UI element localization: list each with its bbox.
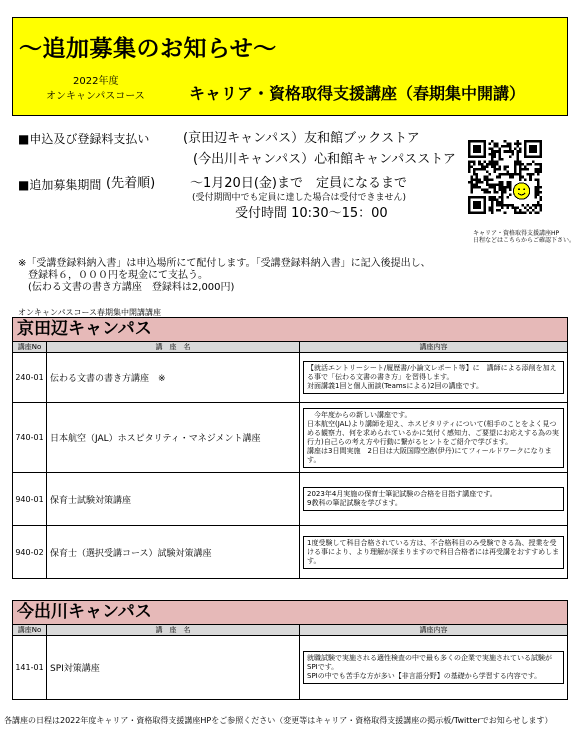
header-banner: [12, 17, 568, 116]
campus-header-imadegawa: 今出川キャンパス: [12, 600, 568, 625]
table-header-row: [13, 342, 568, 353]
campus-header-kyotanabe: 京田辺キャンパス: [12, 317, 568, 342]
table-row: [13, 473, 568, 526]
course-name: 伝わる文書の書き方講座 ※: [47, 353, 300, 403]
table-row: [13, 403, 568, 473]
note-line-2: 登録料６，０００円を現金にて支払う。: [18, 270, 208, 281]
qr-caption-2: 日程などはこちらからご確認下さい。: [473, 237, 576, 244]
course-name: 日本航空（JAL）ホスピタリティ・マネジメント講座: [47, 403, 300, 473]
period-label: ■追加募集期間: [18, 178, 102, 192]
table-row: [13, 526, 568, 579]
course-desc: 今年度からの新しい講座です。 日本航空(JAL)より講師を迎え、ホスピタリティについて(相手のことをよく見つめる観察力、何を求められているかに気付く感知力、ご要望にお応えする為の実行力)自己らの考え方や行動に繋がるヒントをご紹介で学びます。 講座は3日間実施 2日目は大阪国際空港(伊丹)にてフィールドワークになります。: [303, 408, 564, 468]
section-label: オンキャンパスコース春期集中開講講座: [18, 308, 162, 317]
course-desc: 就職試験で実施される適性検査の中で最も多くの企業で実施されている試験がSPIです。 SPIの中でも苦手な方が多い【非言語分野】の基礎から学習する内容です。: [303, 651, 564, 684]
col-header-no: 講座No: [13, 342, 47, 353]
course-table-imadegawa: [12, 624, 568, 700]
note-line-1: ※「受講登録料納入書」は申込場所にて配付します。「受講登録料納入書」に記入後提出し、: [18, 258, 431, 269]
year-label: 2022年度: [73, 76, 119, 87]
course-no: 141-01: [13, 636, 47, 700]
col-header-name: 講 座 名: [47, 342, 300, 353]
col-header-content: 講座内容: [300, 625, 568, 636]
period-value: 〜1月20日(金)まで 定員になるまで: [190, 176, 407, 191]
table-row: [13, 353, 568, 403]
course-no: 940-02: [13, 526, 47, 579]
col-header-content: 講座内容: [300, 342, 568, 353]
reception-hours: 受付時間 10:30〜15：00: [235, 206, 388, 221]
qr-caption-1: キャリア・資格取得支援講座HP: [473, 230, 560, 237]
store-imadegawa: (今出川キャンパス）心和館キャンパスストア: [193, 152, 456, 167]
course-type-label: オンキャンパスコース: [46, 91, 145, 102]
course-desc: 1度受験して科目合格されている方は、不合格科目のみ受験できる為、授業を受ける事により、より理解が深まりますので科目合格者には再受講をおすすめします。: [303, 536, 564, 569]
table-header-row: [13, 625, 568, 636]
course-no: 740-01: [13, 403, 47, 473]
course-desc: 2023年4月実施の保育士筆記試験の合格を目指す講座です。 9教科の筆記試験を学びます。: [303, 487, 564, 511]
course-name: SPI対策講座: [47, 636, 300, 700]
apply-label: ■申込及び登録料支払い: [18, 132, 150, 146]
smiley-icon: [513, 183, 529, 199]
program-title: キャリア・資格取得支援講座（春期集中開講）: [189, 84, 526, 103]
course-table-kyotanabe: [12, 341, 568, 579]
course-name: 保育士（選択受講コース）試験対策講座: [47, 526, 300, 579]
first-come-label: (先着順): [106, 176, 156, 191]
course-no: 940-01: [13, 473, 47, 526]
col-header-no: 講座No: [13, 625, 47, 636]
col-header-name: 講 座 名: [47, 625, 300, 636]
page-title: 〜追加募集のお知らせ〜: [19, 36, 277, 62]
store-kyotanabe: (京田辺キャンパス）友和館ブックストア: [183, 131, 420, 146]
course-no: 240-01: [13, 353, 47, 403]
course-name: 保育士試験対策講座: [47, 473, 300, 526]
qr-code-icon[interactable]: [467, 140, 543, 214]
course-desc: 【就活エントリーシート/履歴書/小論文レポート等】に 講師による添削を加える事で「伝わる文書の書き方」を習得します。 対面講義1回と個人面談(Teamsによる)2回の講座です。: [303, 361, 564, 394]
notes: [18, 258, 431, 294]
period-note: (受付期間中でも定員に達した場合は受付できません): [192, 193, 407, 203]
note-line-3: (伝わる文書の書き方講座 登録料は2,000円): [18, 282, 235, 293]
footer-note: 各講座の日程は2022年度キャリア・資格取得支援講座HPをご参照ください（変更等はキャリア・資格取得支援講座の掲示板/Twitterでお知らせします）: [4, 716, 553, 725]
table-row: [13, 636, 568, 700]
